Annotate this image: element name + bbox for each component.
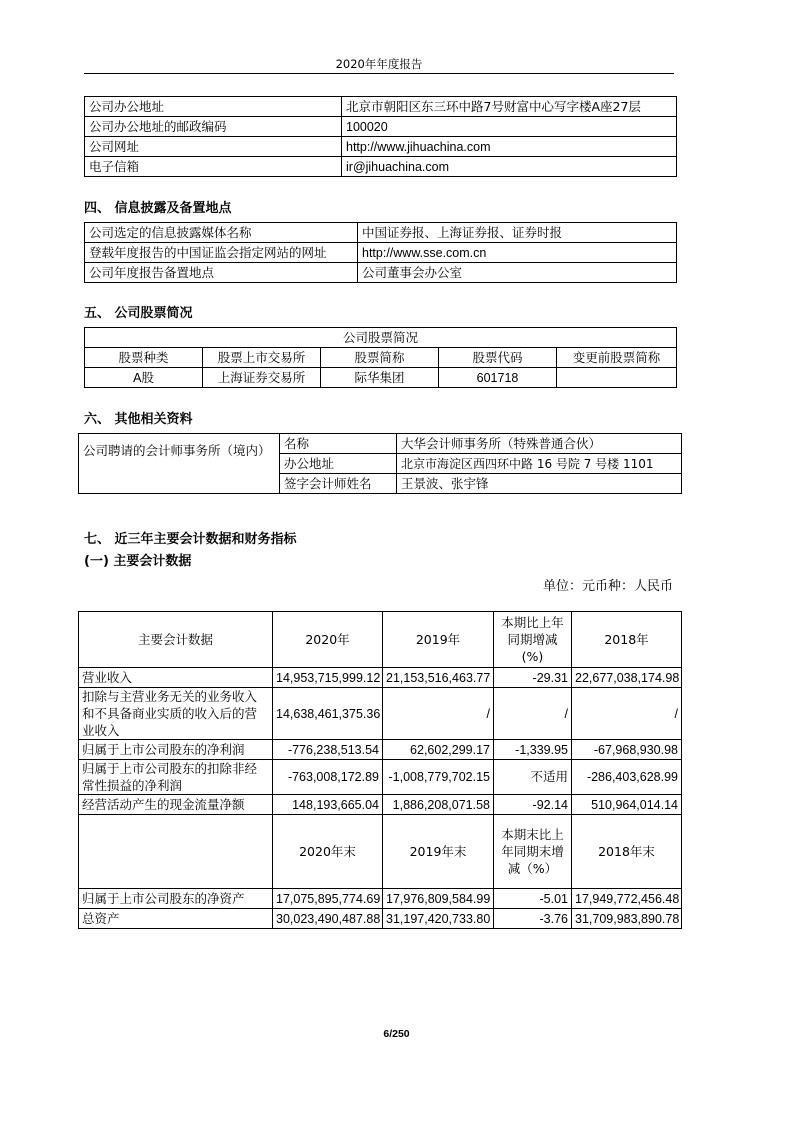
cell-value: 510,964,014.14 [572,795,682,815]
column-header: 股票上市交易所 [203,348,321,368]
column-header: 股票代码 [439,348,557,368]
row-label: 扣除与主营业务无关的业务收入和不具备商业实质的收入后的营业收入 [79,688,273,740]
row-label: 登载年度报告的中国证监会指定网站的网址 [85,243,358,263]
cell-value: 17,949,772,456.48 [572,889,682,909]
cell-exchange: 上海证券交易所 [203,368,321,388]
cell-value: / [494,688,572,740]
cell-value: -5.01 [494,889,572,909]
column-header: 变更前股票简称 [557,348,677,368]
row-value: http://www.jihuachina.com [342,137,677,157]
cell-value: 17,075,895,774.69 [273,889,383,909]
section-heading-7: 七、 近三年主要会计数据和财务指标 [84,532,297,547]
column-header: 2018年 [572,612,682,668]
cell-value: 21,153,516,463.77 [383,668,494,688]
section-subheading: (一) 主要会计数据 [84,554,192,569]
table-row [85,137,677,157]
cell-value: -763,008,172.89 [273,760,383,795]
table-row [79,795,682,815]
row-label: 签字会计师姓名 [280,474,397,494]
cell-value: -286,403,628.99 [572,760,682,795]
cell-value: / [572,688,682,740]
column-header: 2019年末 [383,815,494,889]
column-header: 2020年 [273,612,383,668]
financial-table [78,611,682,929]
row-value: http://www.sse.com.cn [358,243,677,263]
row-label: 总资产 [79,909,273,929]
table-caption: 公司股票简况 [85,328,677,348]
cell-value: -92.14 [494,795,572,815]
table-row [85,243,677,263]
row-value: 公司董事会办公室 [358,263,677,283]
column-header: 主要会计数据 [79,612,273,668]
row-value: ir@jihuachina.com [342,157,677,177]
accountant-table [78,433,682,494]
table-row [85,97,677,117]
row-label: 名称 [280,434,397,454]
table-row [79,434,682,454]
row-label: 归属于上市公司股东的净资产 [79,889,273,909]
header-divider [84,73,674,74]
section-heading-6: 六、 其他相关资料 [84,412,193,427]
column-header: 股票简称 [321,348,439,368]
column-header: 本期末比上年同期末增减（%） [494,815,572,889]
cell-value: 148,193,665.04 [273,795,383,815]
table-row [79,760,682,795]
table-row [79,688,682,740]
cell-value: 1,886,208,071.58 [383,795,494,815]
cell-value: 62,602,299.17 [383,740,494,760]
table-row [85,368,677,388]
table-row [79,909,682,929]
disclosure-table [84,222,677,283]
cell-value: 17,976,809,584.99 [383,889,494,909]
stock-table [84,327,677,388]
row-label: 归属于上市公司股东的扣除非经常性损益的净利润 [79,760,273,795]
row-value: 中国证券报、上海证券报、证券时报 [358,223,677,243]
cell-value: -1,008,779,702.15 [383,760,494,795]
cell-value: -67,968,930.98 [572,740,682,760]
row-value: 100020 [342,117,677,137]
unit-note: 单位：元币种：人民币 [542,579,673,594]
row-label: 电子信箱 [85,157,342,177]
cell-value: -776,238,513.54 [273,740,383,760]
row-label: 公司办公地址 [85,97,342,117]
table-row [79,740,682,760]
row-label: 归属于上市公司股东的净利润 [79,740,273,760]
cell-value: 31,197,420,733.80 [383,909,494,929]
row-value: 北京市海淀区西四环中路 16 号院 7 号楼 1101 [397,454,682,474]
row-label: 办公地址 [280,454,397,474]
table-row [79,889,682,909]
cell-stock-code: 601718 [439,368,557,388]
column-header: 2019年 [383,612,494,668]
row-label: 公司选定的信息披露媒体名称 [85,223,358,243]
column-header: 股票种类 [85,348,203,368]
row-value: 王景波、张宇锋 [397,474,682,494]
cell-value: 14,638,461,375.36 [273,688,383,740]
cell-prior-name [557,368,677,388]
table-header-row [79,815,682,889]
table-row [85,223,677,243]
cell-value: / [383,688,494,740]
table-row [85,157,677,177]
contact-table [84,96,677,177]
row-label: 公司年度报告备置地点 [85,263,358,283]
cell-value: 30,023,490,487.88 [273,909,383,929]
cell-value: 31,709,983,890.78 [572,909,682,929]
cell-value: 14,953,715,999.12 [273,668,383,688]
cell-stock-type: A股 [85,368,203,388]
column-header: 本期比上年同期增减(%) [494,612,572,668]
table-row [85,328,677,348]
cell-value: -3.76 [494,909,572,929]
page-number: 6/250 [383,1028,410,1040]
table-row [85,263,677,283]
table-header-row [85,348,677,368]
cell-value: 22,677,038,174.98 [572,668,682,688]
table-row [85,117,677,137]
row-label: 公司网址 [85,137,342,157]
section-heading-4: 四、 信息披露及备置地点 [84,201,232,216]
table-row [79,668,682,688]
cell-value: 不适用 [494,760,572,795]
row-label: 营业收入 [79,668,273,688]
column-header: 2020年末 [273,815,383,889]
cell-stock-name: 际华集团 [321,368,439,388]
cell-value: -1,339.95 [494,740,572,760]
row-label: 公司办公地址的邮政编码 [85,117,342,137]
column-header [79,815,273,889]
section-heading-5: 五、 公司股票简况 [84,306,193,321]
row-category: 公司聘请的会计师事务所（境内） [79,434,280,494]
row-value: 大华会计师事务所（特殊普通合伙） [397,434,682,454]
column-header: 2018年末 [572,815,682,889]
page-header: 2020年年度报告 [335,57,423,71]
cell-value: -29.31 [494,668,572,688]
row-value: 北京市朝阳区东三环中路7号财富中心写字楼A座27层 [342,97,677,117]
row-label: 经营活动产生的现金流量净额 [79,795,273,815]
table-header-row [79,612,682,668]
